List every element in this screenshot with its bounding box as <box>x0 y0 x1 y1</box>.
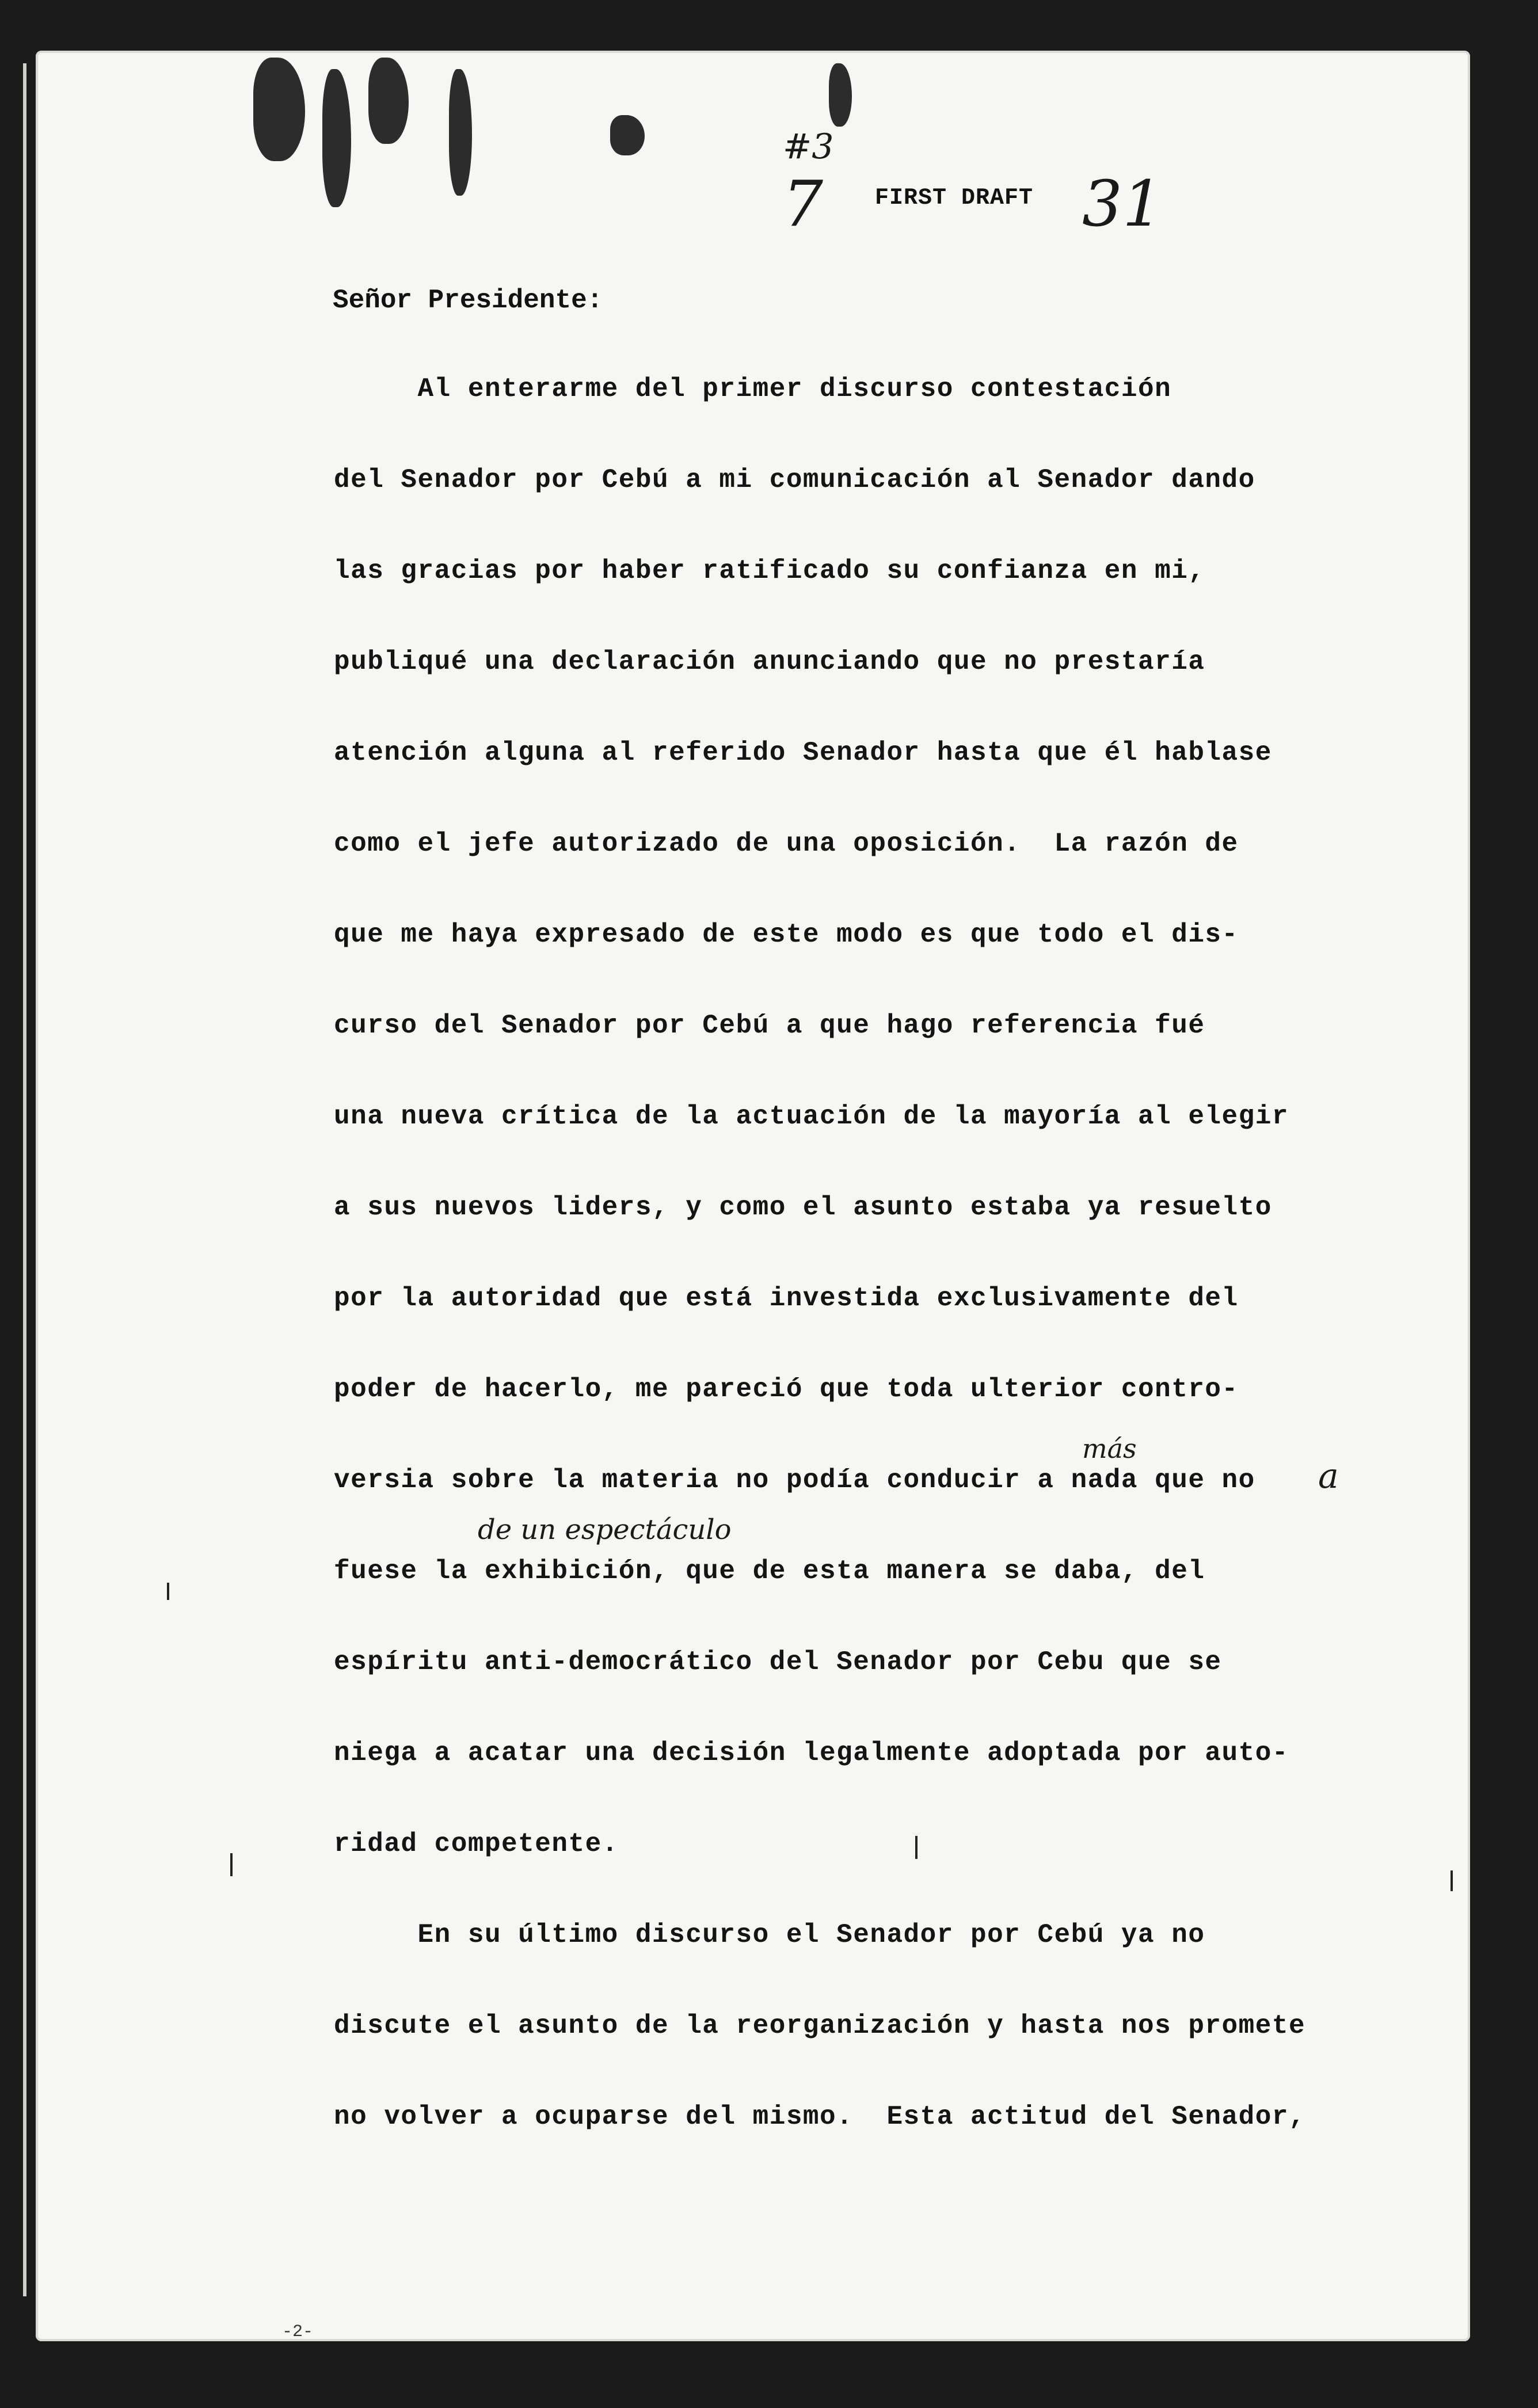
text-line: una nueva crítica de la actuación de la mayoría al elegir <box>334 1102 1289 1131</box>
salutation: Señor Presidente: <box>333 285 603 315</box>
text-line: niega a acatar una decisión legalmente adoptada por auto- <box>334 1738 1289 1768</box>
handwritten-number-right: 31 <box>1082 167 1163 241</box>
ink-smudge <box>368 58 409 144</box>
text-line: En su último discurso el Senador por Cebú ya no <box>334 1920 1205 1950</box>
text-line: publiqué una declaración anunciando que no prestaría <box>334 647 1205 677</box>
speck <box>1451 1870 1453 1891</box>
text-line: a sus nuevos liders, y como el asunto estaba ya resuelto <box>334 1192 1272 1222</box>
text-line: atención alguna al referido Senador hasta que él hablase <box>334 738 1272 768</box>
text-line: del Senador por Cebú a mi comunicación al Senador dando <box>334 465 1255 495</box>
text-line: espíritu anti-democrático del Senador por Cebu que se <box>334 1647 1222 1677</box>
speck <box>167 1583 169 1600</box>
handwritten-number-top: #3 <box>783 127 834 167</box>
ink-smudge <box>829 63 852 127</box>
text-line: por la autoridad que está investida exclusivamente del <box>334 1283 1239 1313</box>
text-line: discute el asunto de la reorganización y hasta nos promete <box>334 2011 1306 2041</box>
page-edge <box>23 63 26 2296</box>
text-line: Al enterarme del primer discurso contestación <box>334 374 1172 404</box>
text-line: las gracias por haber ratificado su confianza en mi, <box>334 556 1205 586</box>
ink-smudge <box>610 115 645 155</box>
text-line: como el jefe autorizado de una oposición. La razón de <box>334 829 1239 859</box>
text-line: versia sobre la materia no podía conducir a nada que no <box>334 1465 1255 1495</box>
text-line: no volver a ocuparse del mismo. Esta actitud del Senador, <box>334 2102 1306 2132</box>
handwritten-insert-a: a <box>1318 1456 1339 1496</box>
handwritten-number-left: 7 <box>783 167 823 241</box>
text-line: que me haya expresado de este modo es que todo el dis- <box>334 920 1239 950</box>
page-number: -2- <box>282 2322 314 2342</box>
draft-label: FIRST DRAFT <box>875 185 1034 211</box>
text-line: fuese la exhibición, que de esta manera se daba, del <box>334 1556 1205 1586</box>
text-line: ridad competente. <box>334 1829 619 1859</box>
handwritten-insert-espectaculo: de un espectáculo <box>478 1514 732 1546</box>
text-line: curso del Senador por Cebú a que hago referencia fué <box>334 1011 1205 1041</box>
handwritten-insert-mas: más <box>1082 1433 1137 1464</box>
speck <box>915 1836 918 1859</box>
speck <box>230 1853 233 1876</box>
text-line: poder de hacerlo, me pareció que toda ulterior contro- <box>334 1374 1239 1404</box>
